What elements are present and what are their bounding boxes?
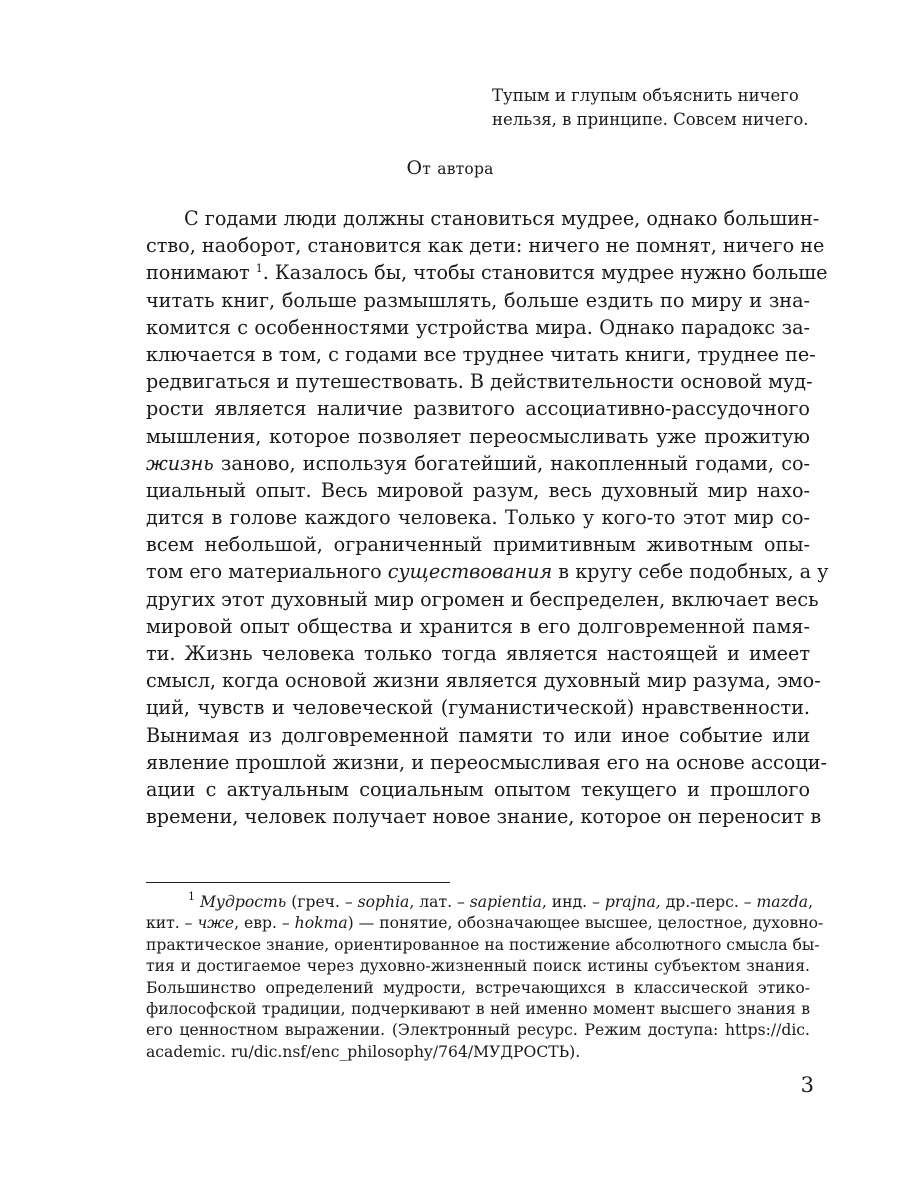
body-line: Вынимая из долговременной памяти то или иное событие или bbox=[146, 723, 810, 747]
body-line: смысл, когда основой жизни является духовный мир разума, эмо- bbox=[146, 669, 821, 693]
footnote-line: философской традиции, подчеркивают в ней именно момент высшего знания в bbox=[146, 999, 810, 1018]
footnote-reference[interactable]: 1 bbox=[255, 262, 263, 276]
body-line: мировой опыт общества и хранится в его долговременной памя- bbox=[146, 614, 810, 638]
body-line: ключается в том, с годами все труднее читать книги, труднее пе- bbox=[146, 342, 816, 366]
epigraph-line-1: Тупым и глупым объяснить ничего bbox=[492, 86, 799, 105]
footnote-divider bbox=[146, 882, 450, 883]
title-initial: О bbox=[406, 157, 423, 179]
footnote-term: sophia bbox=[357, 893, 410, 911]
body-line: явление прошлой жизни, и переосмысливая его на основе ассоци- bbox=[146, 750, 827, 774]
footnote-text: , евр. – bbox=[234, 914, 295, 933]
footnote-line[interactable]: academic. ru/dic.nsf/enc_philosophy/764/МУДРОСТЬ). bbox=[146, 1042, 581, 1061]
footnote-text: , лат. – bbox=[409, 893, 470, 911]
body-line: редвигаться и путешествовать. В действительности основой муд- bbox=[146, 370, 813, 394]
body-line: циальный опыт. Весь мировой разум, весь духовный мир нахо- bbox=[146, 478, 810, 502]
footnote-line: Большинство определений мудрости, встречающихся в классической этико- bbox=[146, 978, 810, 997]
emphasis-word: существования bbox=[387, 560, 553, 584]
footnote-text: ) — понятие, обозначающее высшее, целостное, духовно- bbox=[347, 914, 824, 933]
title-rest-2: автора bbox=[437, 160, 494, 178]
body-line bbox=[146, 259, 828, 286]
footnote-line bbox=[146, 890, 814, 913]
footnote bbox=[146, 890, 824, 1063]
footnote-line: тия и достигаемое через духовно-жизненный поиск истины субъектом знания. bbox=[146, 957, 810, 976]
body-line: других этот духовный мир огромен и беспределен, включает весь bbox=[146, 587, 819, 611]
body-line: рости является наличие развитого ассоциативно-рассудочного bbox=[146, 397, 810, 421]
footnote-text: кит. – bbox=[146, 914, 198, 933]
body-line: мышления, которое позволяет переосмысливать уже прожитую bbox=[146, 424, 810, 448]
footnote-text: др.-перс. – bbox=[660, 893, 757, 911]
body-line: комится с особенностями устройства мира. Однако парадокс за- bbox=[146, 315, 810, 339]
footnote-line bbox=[146, 913, 824, 934]
body-line: всем небольшой, ограниченный примитивным животным опы- bbox=[146, 533, 810, 557]
body-line-part: . Казалось бы, чтобы становится мудрее нужно больше bbox=[262, 261, 828, 285]
body-line-part: том его материального bbox=[146, 560, 388, 584]
footnote-term: Мудрость bbox=[199, 893, 287, 911]
footnote-mark: 1 bbox=[188, 890, 195, 903]
footnote-term: чже bbox=[197, 914, 235, 933]
body-line bbox=[146, 558, 829, 585]
section-title bbox=[0, 156, 900, 181]
title-rest-1: т bbox=[422, 160, 432, 178]
body-line-part: понимают bbox=[146, 261, 250, 285]
epigraph bbox=[492, 84, 812, 132]
body-line-part: заново, используя богатейший, накопленный годами, со- bbox=[213, 451, 810, 475]
body-paragraph bbox=[146, 205, 829, 830]
footnote-term: sapientia bbox=[469, 893, 542, 911]
footnote-line: практическое знание, ориентированное на постижение абсолютного смысла бы- bbox=[146, 935, 820, 954]
emphasis-word: жизнь bbox=[146, 451, 214, 475]
footnote-term: prajna, bbox=[604, 893, 661, 911]
footnote-text: , инд. – bbox=[541, 893, 605, 911]
body-line: времени, человек получает новое знание, которое он переносит в bbox=[146, 805, 822, 829]
body-line: ти. Жизнь человека только тогда является настоящей и имеет bbox=[146, 642, 810, 665]
page-number: 3 bbox=[800, 1073, 814, 1097]
footnote-term: mazda bbox=[756, 893, 809, 911]
body-line: читать книг, больше размышлять, больше ездить по миру и зна- bbox=[146, 288, 810, 312]
footnote-term: hokma bbox=[294, 914, 348, 933]
body-line: ций, чувств и человеческой (гуманистической) нравственности. bbox=[146, 696, 810, 720]
footnote-line: его ценностном выражении. (Электронный ресурс. Режим доступа: https://dic. bbox=[146, 1021, 810, 1040]
footnote-text: (греч. – bbox=[286, 893, 358, 911]
body-line: ации с актуальным социальным опытом текущего и прошлого bbox=[146, 777, 810, 801]
body-line-part: в кругу себе подобных, а у bbox=[552, 560, 829, 584]
footnote-text: , bbox=[808, 893, 814, 911]
body-line: ство, наоборот, становится как дети: ничего не помнят, ничего не bbox=[146, 234, 825, 258]
body-line: С годами люди должны становиться мудрее, однако большин- bbox=[184, 207, 820, 230]
epigraph-line-2: нельзя, в принципе. Совсем ничего. bbox=[492, 110, 809, 129]
body-line bbox=[146, 450, 810, 477]
body-line: дится в голове каждого человека. Только у кого-то этот мир со- bbox=[146, 506, 810, 530]
